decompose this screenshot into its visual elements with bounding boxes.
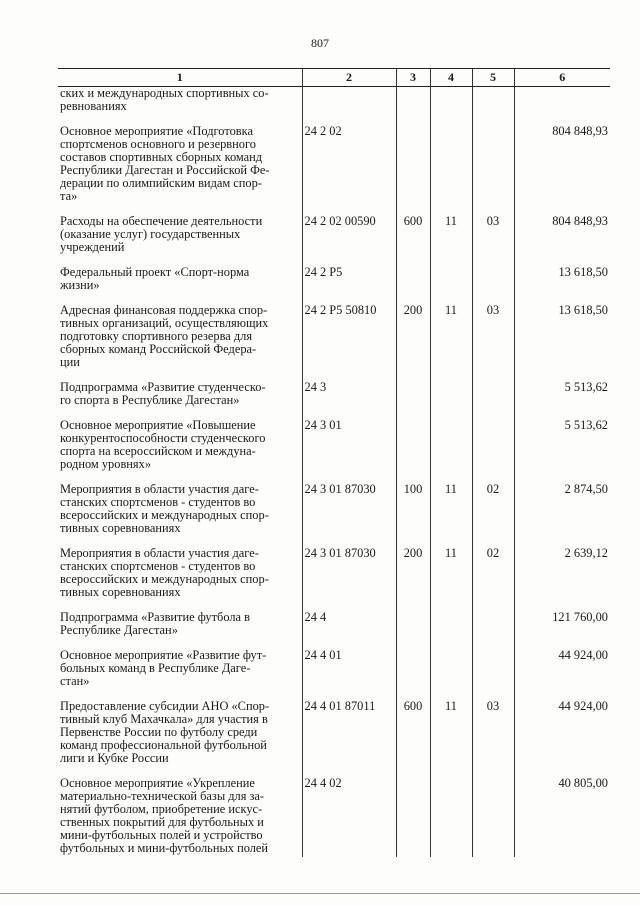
table-row — [58, 777, 610, 857]
item-name: Основное мероприятие «Укрепление материально-технической базы для за- нятий футболом, приобретение искус- ственных покрытий для футбольных и мини-футбольных полей и устройство футбольных и мини-футбольных полей — [60, 776, 269, 855]
item-name: Основное мероприятие «Повышение конкурентоспособности студенческого спорта на всероссийском и междуна- родном уровнях» — [60, 418, 266, 471]
column-header: 2 — [302, 69, 396, 87]
page-number: 807 — [311, 36, 329, 50]
column-header: 1 — [58, 69, 302, 87]
item-vr — [396, 611, 430, 649]
item-name: Расходы на обеспечение деятельности (оказание услуг) государственных учреждений — [60, 214, 263, 254]
item-pr — [472, 125, 514, 215]
table-row — [58, 87, 610, 126]
column-header: 4 — [430, 69, 472, 87]
item-rz — [430, 649, 472, 700]
item-pr — [472, 419, 514, 483]
item-rz: 11 — [430, 483, 472, 547]
item-vr — [396, 419, 430, 483]
item-sum: 40 805,00 — [514, 777, 610, 857]
item-sum: 44 924,00 — [514, 649, 610, 700]
item-sum — [514, 87, 610, 126]
item-name: Мероприятия в области участия даге- станских спортсменов - студентов во всероссийских и международных спор- тивных соревнованиях — [60, 482, 269, 535]
item-code: 24 4 01 — [302, 649, 396, 700]
item-sum: 5 513,62 — [514, 381, 610, 419]
item-pr — [472, 649, 514, 700]
item-name: Подпрограмма «Развитие студенческо- го спорта в Республике Дагестан» — [60, 380, 266, 407]
item-name: Предоставление субсидии АНО «Спор- тивный клуб Махачкала» для участия в Первенстве России по футболу среди команд профессиональной футбольной лиги и Кубке России — [60, 699, 270, 765]
scan-edge-line — [0, 893, 640, 894]
item-code: 24 4 — [302, 611, 396, 649]
item-rz — [430, 777, 472, 857]
item-pr: 03 — [472, 215, 514, 266]
item-vr: 200 — [396, 304, 430, 381]
item-code: 24 3 — [302, 381, 396, 419]
item-rz — [430, 611, 472, 649]
item-vr: 100 — [396, 483, 430, 547]
table-row — [58, 649, 610, 700]
table-row — [58, 419, 610, 483]
item-rz — [430, 125, 472, 215]
item-code: 24 2 02 00590 — [302, 215, 396, 266]
item-code — [302, 87, 396, 126]
item-pr: 03 — [472, 700, 514, 777]
item-code: 24 2 P5 — [302, 266, 396, 304]
item-pr: 03 — [472, 304, 514, 381]
item-code: 24 2 P5 50810 — [302, 304, 396, 381]
budget-table — [58, 68, 610, 857]
item-sum: 13 618,50 — [514, 304, 610, 381]
column-header: 3 — [396, 69, 430, 87]
column-header: 5 — [472, 69, 514, 87]
item-name: Мероприятия в области участия даге- станских спортсменов - студентов во всероссийских и международных спор- тивных соревнованиях — [60, 546, 269, 599]
item-rz — [430, 266, 472, 304]
item-rz: 11 — [430, 215, 472, 266]
item-code: 24 4 02 — [302, 777, 396, 857]
item-sum: 804 848,93 — [514, 215, 610, 266]
item-vr — [396, 87, 430, 126]
item-vr — [396, 266, 430, 304]
item-pr — [472, 87, 514, 126]
table-row — [58, 547, 610, 611]
table-row — [58, 381, 610, 419]
item-pr — [472, 381, 514, 419]
item-pr — [472, 777, 514, 857]
item-pr: 02 — [472, 547, 514, 611]
item-rz: 11 — [430, 547, 472, 611]
item-rz — [430, 87, 472, 126]
item-vr: 600 — [396, 700, 430, 777]
item-rz: 11 — [430, 700, 472, 777]
item-name: Адресная финансовая поддержка спор- тивных организаций, осуществляющих подготовку спортивного резерва для сборных команд Российской Федера- ции — [60, 303, 269, 369]
item-rz — [430, 381, 472, 419]
table-row — [58, 611, 610, 649]
table-row — [58, 483, 610, 547]
item-vr — [396, 381, 430, 419]
item-code: 24 4 01 87011 — [302, 700, 396, 777]
item-pr — [472, 266, 514, 304]
item-sum: 2 639,12 — [514, 547, 610, 611]
item-code: 24 3 01 — [302, 419, 396, 483]
item-name: Основное мероприятие «Подготовка спортсменов основного и резервного составов спортивных сборных команд Республики Дагестан и Российской Фе- дерации по олимпийским видам спор- та» — [60, 124, 270, 203]
item-name: Основное мероприятие «Развитие фут- больных команд в Республике Даге- стан» — [60, 648, 267, 688]
item-vr: 600 — [396, 215, 430, 266]
item-sum: 13 618,50 — [514, 266, 610, 304]
item-rz — [430, 419, 472, 483]
item-vr: 200 — [396, 547, 430, 611]
table-header-row — [58, 69, 610, 87]
item-code: 24 3 01 87030 — [302, 483, 396, 547]
table-row — [58, 304, 610, 381]
item-sum: 804 848,93 — [514, 125, 610, 215]
item-name: Федеральный проект «Спорт-норма жизни» — [60, 265, 250, 292]
item-rz: 11 — [430, 304, 472, 381]
item-sum: 121 760,00 — [514, 611, 610, 649]
item-name: ских и международных спортивных со- ревнованиях — [60, 86, 269, 113]
item-code: 24 3 01 87030 — [302, 547, 396, 611]
item-pr — [472, 611, 514, 649]
item-pr: 02 — [472, 483, 514, 547]
column-header: 6 — [514, 69, 610, 87]
item-vr — [396, 649, 430, 700]
item-vr — [396, 125, 430, 215]
item-sum: 5 513,62 — [514, 419, 610, 483]
table-row — [58, 215, 610, 266]
item-sum: 44 924,00 — [514, 700, 610, 777]
item-code: 24 2 02 — [302, 125, 396, 215]
table-row — [58, 700, 610, 777]
item-vr — [396, 777, 430, 857]
table-row — [58, 125, 610, 215]
item-sum: 2 874,50 — [514, 483, 610, 547]
item-name: Подпрограмма «Развитие футбола в Республике Дагестан» — [60, 610, 250, 637]
table-row — [58, 266, 610, 304]
